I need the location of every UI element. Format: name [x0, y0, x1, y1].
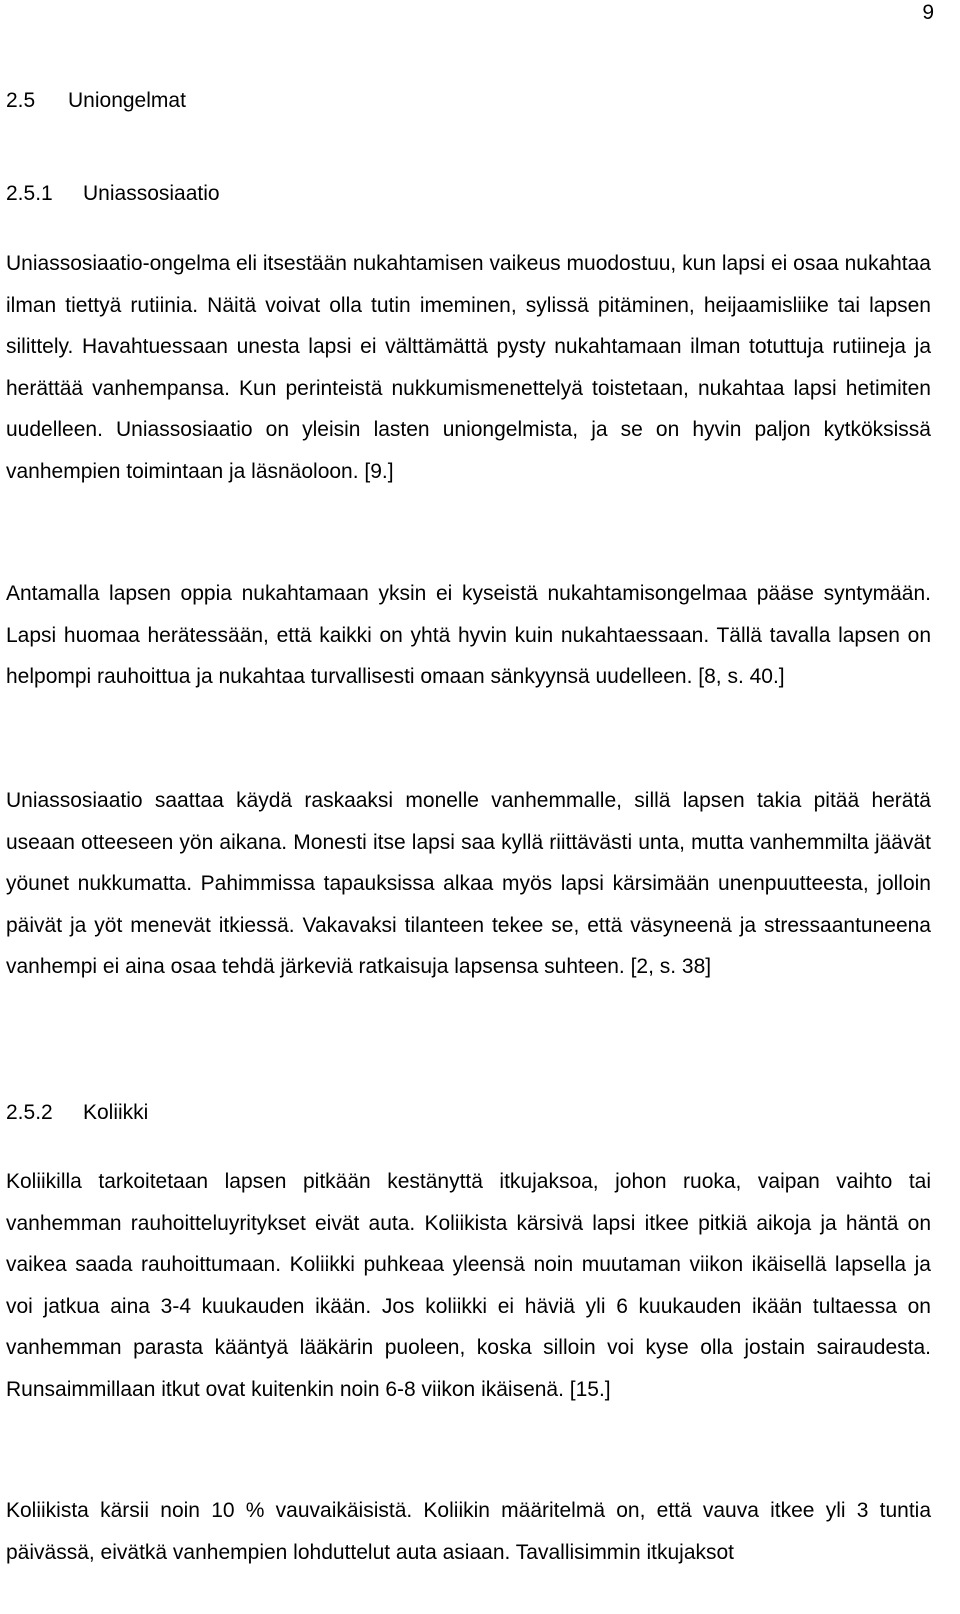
section-heading-2-5-1 [6, 181, 220, 207]
section-title: Uniassosiaatio [83, 182, 220, 205]
paragraph-koliikki-1: Koliikilla tarkoitetaan lapsen pitkään kestänyttä itkujaksoa, johon ruoka, vaipan vaihto tai vanhemman rauhoitteluyritykset eivät auta. Koliikista kärsivä lapsi itkee pitkiä aikoja ja häntä on vaikea saada rauhoittumaan. Koliikki puhkeaa yleensä noin muutaman viikon ikäisellä lapsella ja voi jatkua aina 3-4 kuukauden ikään. Jos koliikki ei häviä yli 6 kuukauden ikään tultaessa on vanhemman parasta kääntyä lääkärin puoleen, koska silloin voi kyse olla jostain sairaudesta. Runsaimmillaan itkut ovat kuitenkin noin 6-8 viikon ikäisenä. [15.] [6, 1170, 931, 1401]
paragraph-uniassosiaatio-3: Uniassosiaatio saattaa käydä raskaaksi monelle vanhemmalle, sillä lapsen takia pitää herätä useaan otteeseen yön aikana. Monesti itse lapsi saa kyllä riittävästi unta, mutta vanhemmilta jäävät yöunet nukkumatta. Pahimmissa tapauksissa alkaa myös lapsi kärsimään unenpuutteesta, jolloin päivät ja yöt menevät itkiessä. Vakavaksi tilanteen tekee se, että väsyneenä ja stressaantuneena vanhempi ei aina osaa tehdä järkeviä ratkaisuja lapsensa suhteen. [2, s. 38] [6, 789, 931, 978]
page-number: 9 [922, 1, 934, 24]
paragraph-koliikki-2: Koliikista kärsii noin 10 % vauvaikäisistä. Koliikin määritelmä on, että vauva itkee yli 3 tuntia päivässä, eivätkä vanhempien lohduttelut auta asiaan. Tavallisimmin itkujaksot [6, 1499, 931, 1564]
section-number: 2.5.2 [6, 1101, 53, 1124]
section-heading-2-5 [6, 88, 186, 114]
paragraph-uniassosiaatio-1: Uniassosiaatio-ongelma eli itsestään nukahtamisen vaikeus muodostuu, kun lapsi ei osaa nukahtaa ilman tiettyä rutiinia. Näitä voivat olla tutin imeminen, sylissä pitäminen, heijaamisliike tai lapsen silittely. Havahtuessaan unesta lapsi ei välttämättä pysty nukahtamaan ilman totuttuja rutiineja ja herättää vanhempansa. Kun perinteistä nukkumismenettelyä toistetaan, nukahtaa lapsi hetimiten uudelleen. Uniassosiaatio on yleisin lasten uniongelmista, ja se on hyvin paljon kytköksissä vanhempien toimintaan ja läsnäoloon. [9.] [6, 252, 931, 483]
section-title: Koliikki [83, 1101, 149, 1124]
paragraph-uniassosiaatio-2: Antamalla lapsen oppia nukahtamaan yksin ei kyseistä nukahtamisongelmaa pääse syntymään. Lapsi huomaa herätessään, että kaikki on yhtä hyvin kuin nukahtaessaan. Tällä tavalla lapsen on helpompi rauhoittua ja nukahtaa turvallisesti omaan sänkyynsä uudelleen. [8, s. 40.] [6, 582, 931, 688]
section-heading-2-5-2 [6, 1100, 148, 1126]
section-title: Uniongelmat [68, 89, 186, 112]
section-number: 2.5 [6, 89, 36, 112]
section-number: 2.5.1 [6, 182, 53, 205]
